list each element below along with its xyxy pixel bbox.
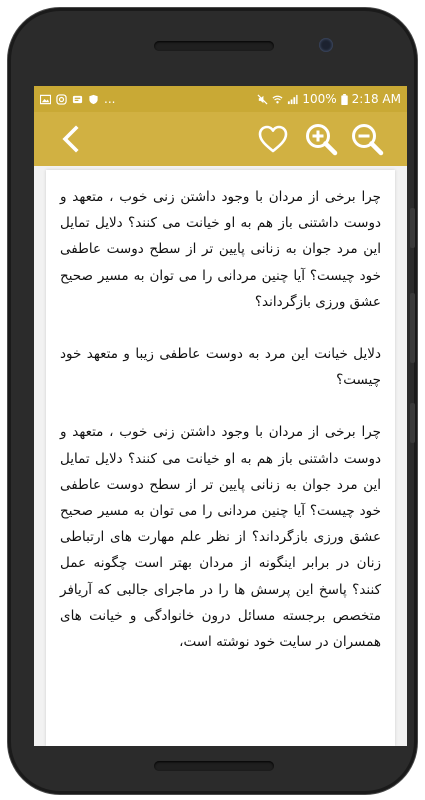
zoom-out-button[interactable] <box>348 120 386 158</box>
notification-icons <box>40 92 115 106</box>
side-button <box>410 403 415 443</box>
shield-icon <box>88 94 99 105</box>
screen <box>34 86 407 746</box>
volume-button <box>410 293 415 363</box>
battery-level: 100% <box>302 92 337 106</box>
bottom-speaker <box>154 761 274 771</box>
zoom-in-icon <box>304 122 338 156</box>
article-paragraph: چرا برخی از مردان با وجود داشتن زنی خوب ، متعهد و دوست داشتنی باز هم به او خیانت می کنند؟ دلایل تمایل این مرد جوان به زنانی پایین تر از سطح دوست عاطفی خود چیست؟ آیا چنین مردانی را می توان به مسیر صحیح عشق ورزی بازگرداند؟ از نظر علم مهارت های ارتباطی زنان در برابر اینگونه از مردان بهتر است چگونه عمل کنند؟ پاسخ این پرسش ها را در ماجرای جالبی که آریافر متخصص برجسته مسائل درون خانوادگی و خیانت های همسران در سایت خود نوشته است، <box>60 424 381 651</box>
earpiece-speaker <box>154 41 274 51</box>
more-notifications: ... <box>104 92 116 106</box>
status-bar <box>34 86 407 112</box>
zoom-in-button[interactable] <box>302 120 340 158</box>
article-card[interactable] <box>46 170 395 746</box>
power-button <box>410 208 415 248</box>
favorite-button[interactable] <box>254 120 292 158</box>
app-toolbar <box>34 112 407 166</box>
heart-outline-icon <box>257 124 289 154</box>
chevron-left-icon <box>59 124 83 154</box>
clock: 2:18 AM <box>351 92 401 106</box>
front-camera <box>319 38 333 52</box>
back-button[interactable] <box>52 120 90 158</box>
instagram-icon <box>56 94 67 105</box>
image-icon <box>40 94 51 105</box>
battery-icon <box>341 94 348 105</box>
article-paragraph: چرا برخی از مردان با وجود داشتن زنی خوب ، متعهد و دوست داشتنی باز هم به او خیانت می کنند؟ دلایل تمایل این مرد جوان به زنانی پایین تر از سطح دوست عاطفی خود چیست؟ آیا چنین مردانی را می توان به مسیر صحیح عشق ورزی بازگرداند؟ <box>60 189 381 310</box>
phone-frame <box>8 8 417 794</box>
article-paragraph: دلایل خیانت این مرد به دوست عاطفی زیبا و متعهد خود چیست؟ <box>60 346 381 389</box>
system-status <box>257 92 401 106</box>
article-body <box>46 170 395 655</box>
mute-icon <box>257 94 268 105</box>
wifi-icon <box>272 94 283 105</box>
signal-icon <box>287 94 298 105</box>
zoom-out-icon <box>350 122 384 156</box>
badge-icon <box>72 94 83 105</box>
